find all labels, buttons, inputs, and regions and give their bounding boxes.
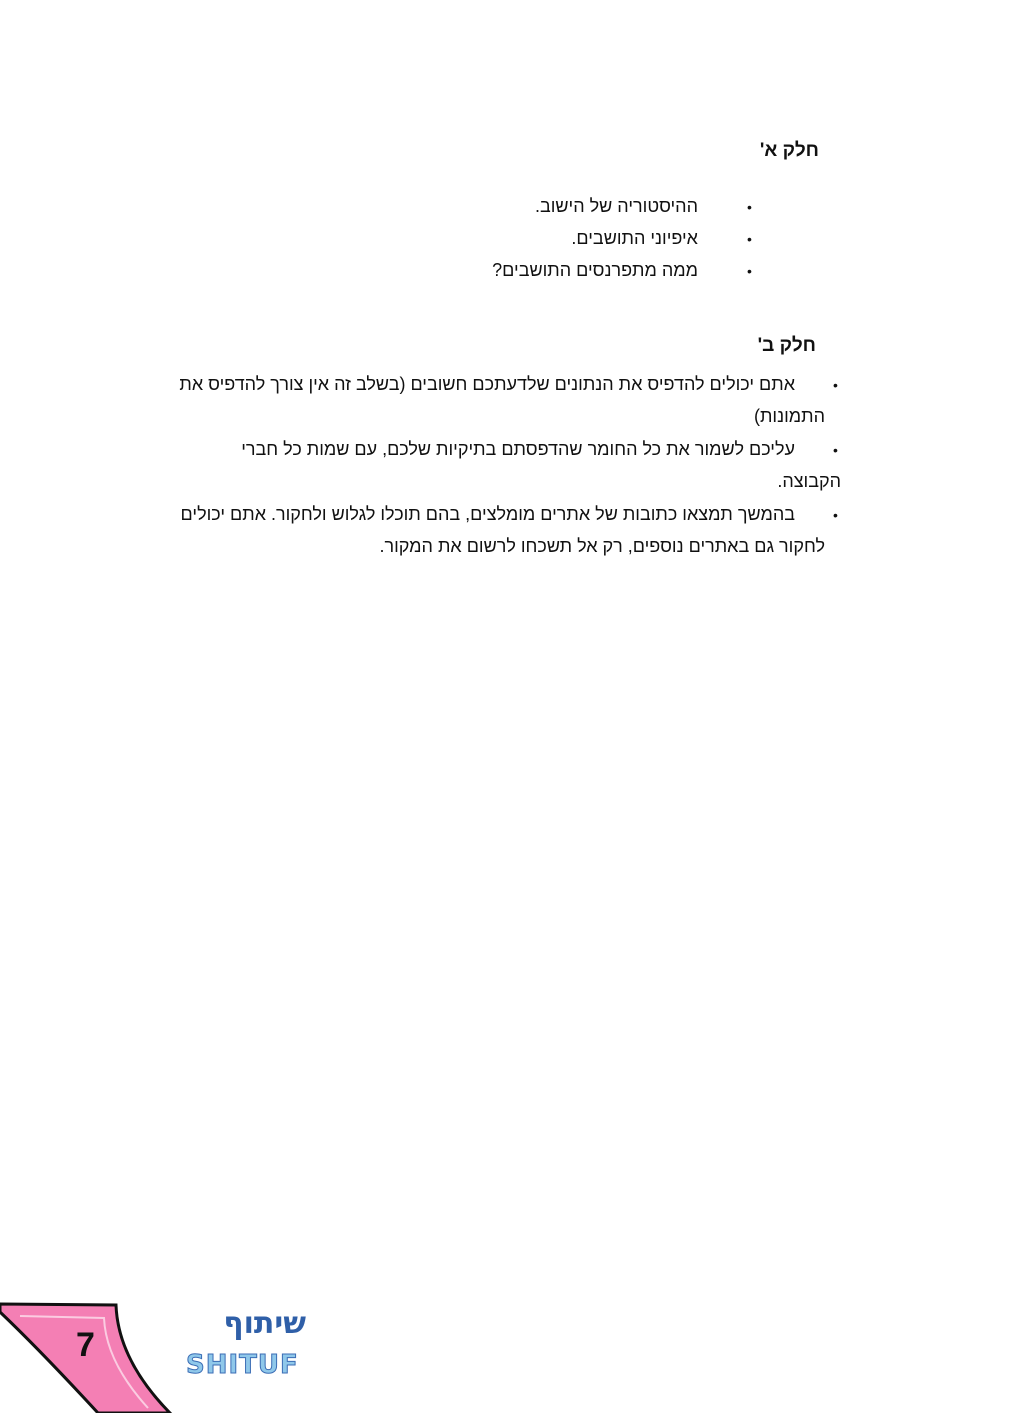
part-b-item-line: לחקור גם באתרים נוספים, רק אל תשכחו לרשום את המקור. bbox=[379, 536, 825, 556]
part-b-item-line: עליכם לשמור את כל החומר שהדפסתם בתיקיות שלכם, עם שמות כל חברי bbox=[241, 439, 795, 459]
bullet-icon: • bbox=[833, 377, 838, 393]
bullet-icon: • bbox=[747, 263, 752, 279]
part-b-item-line: בהמשך תמצאו כתובות של אתרים מומלצים, בהם תוכלו לגלוש ולחקור. אתם יכולים bbox=[180, 504, 795, 524]
bullet-icon: • bbox=[833, 442, 838, 458]
part-b-item-line: הקבוצה. bbox=[777, 471, 841, 491]
logo-hebrew-text: שיתוף bbox=[223, 1306, 306, 1341]
page-number: 7 bbox=[76, 1326, 95, 1364]
logo-latin-text: SHITUF bbox=[186, 1350, 299, 1380]
part-b-item-line: אתם יכולים להדפיס את הנתונים שלדעתכם חשובים (בשלב זה אין צורך להדפיס את bbox=[179, 374, 795, 394]
part-a-item: ההיסטוריה של הישוב. bbox=[534, 196, 698, 216]
bullet-icon: • bbox=[747, 199, 752, 215]
part-b-item-line: התמונות) bbox=[754, 406, 825, 426]
bullet-icon: • bbox=[747, 231, 752, 247]
shituf-logo bbox=[186, 1306, 306, 1392]
part-b-heading: חלק ב' bbox=[757, 335, 816, 356]
bullet-icon: • bbox=[833, 507, 838, 523]
part-a-item: ממה מתפרנסים התושבים? bbox=[492, 260, 698, 280]
part-a-item: איפיוני התושבים. bbox=[571, 228, 698, 248]
part-a-heading: חלק א' bbox=[759, 140, 819, 161]
